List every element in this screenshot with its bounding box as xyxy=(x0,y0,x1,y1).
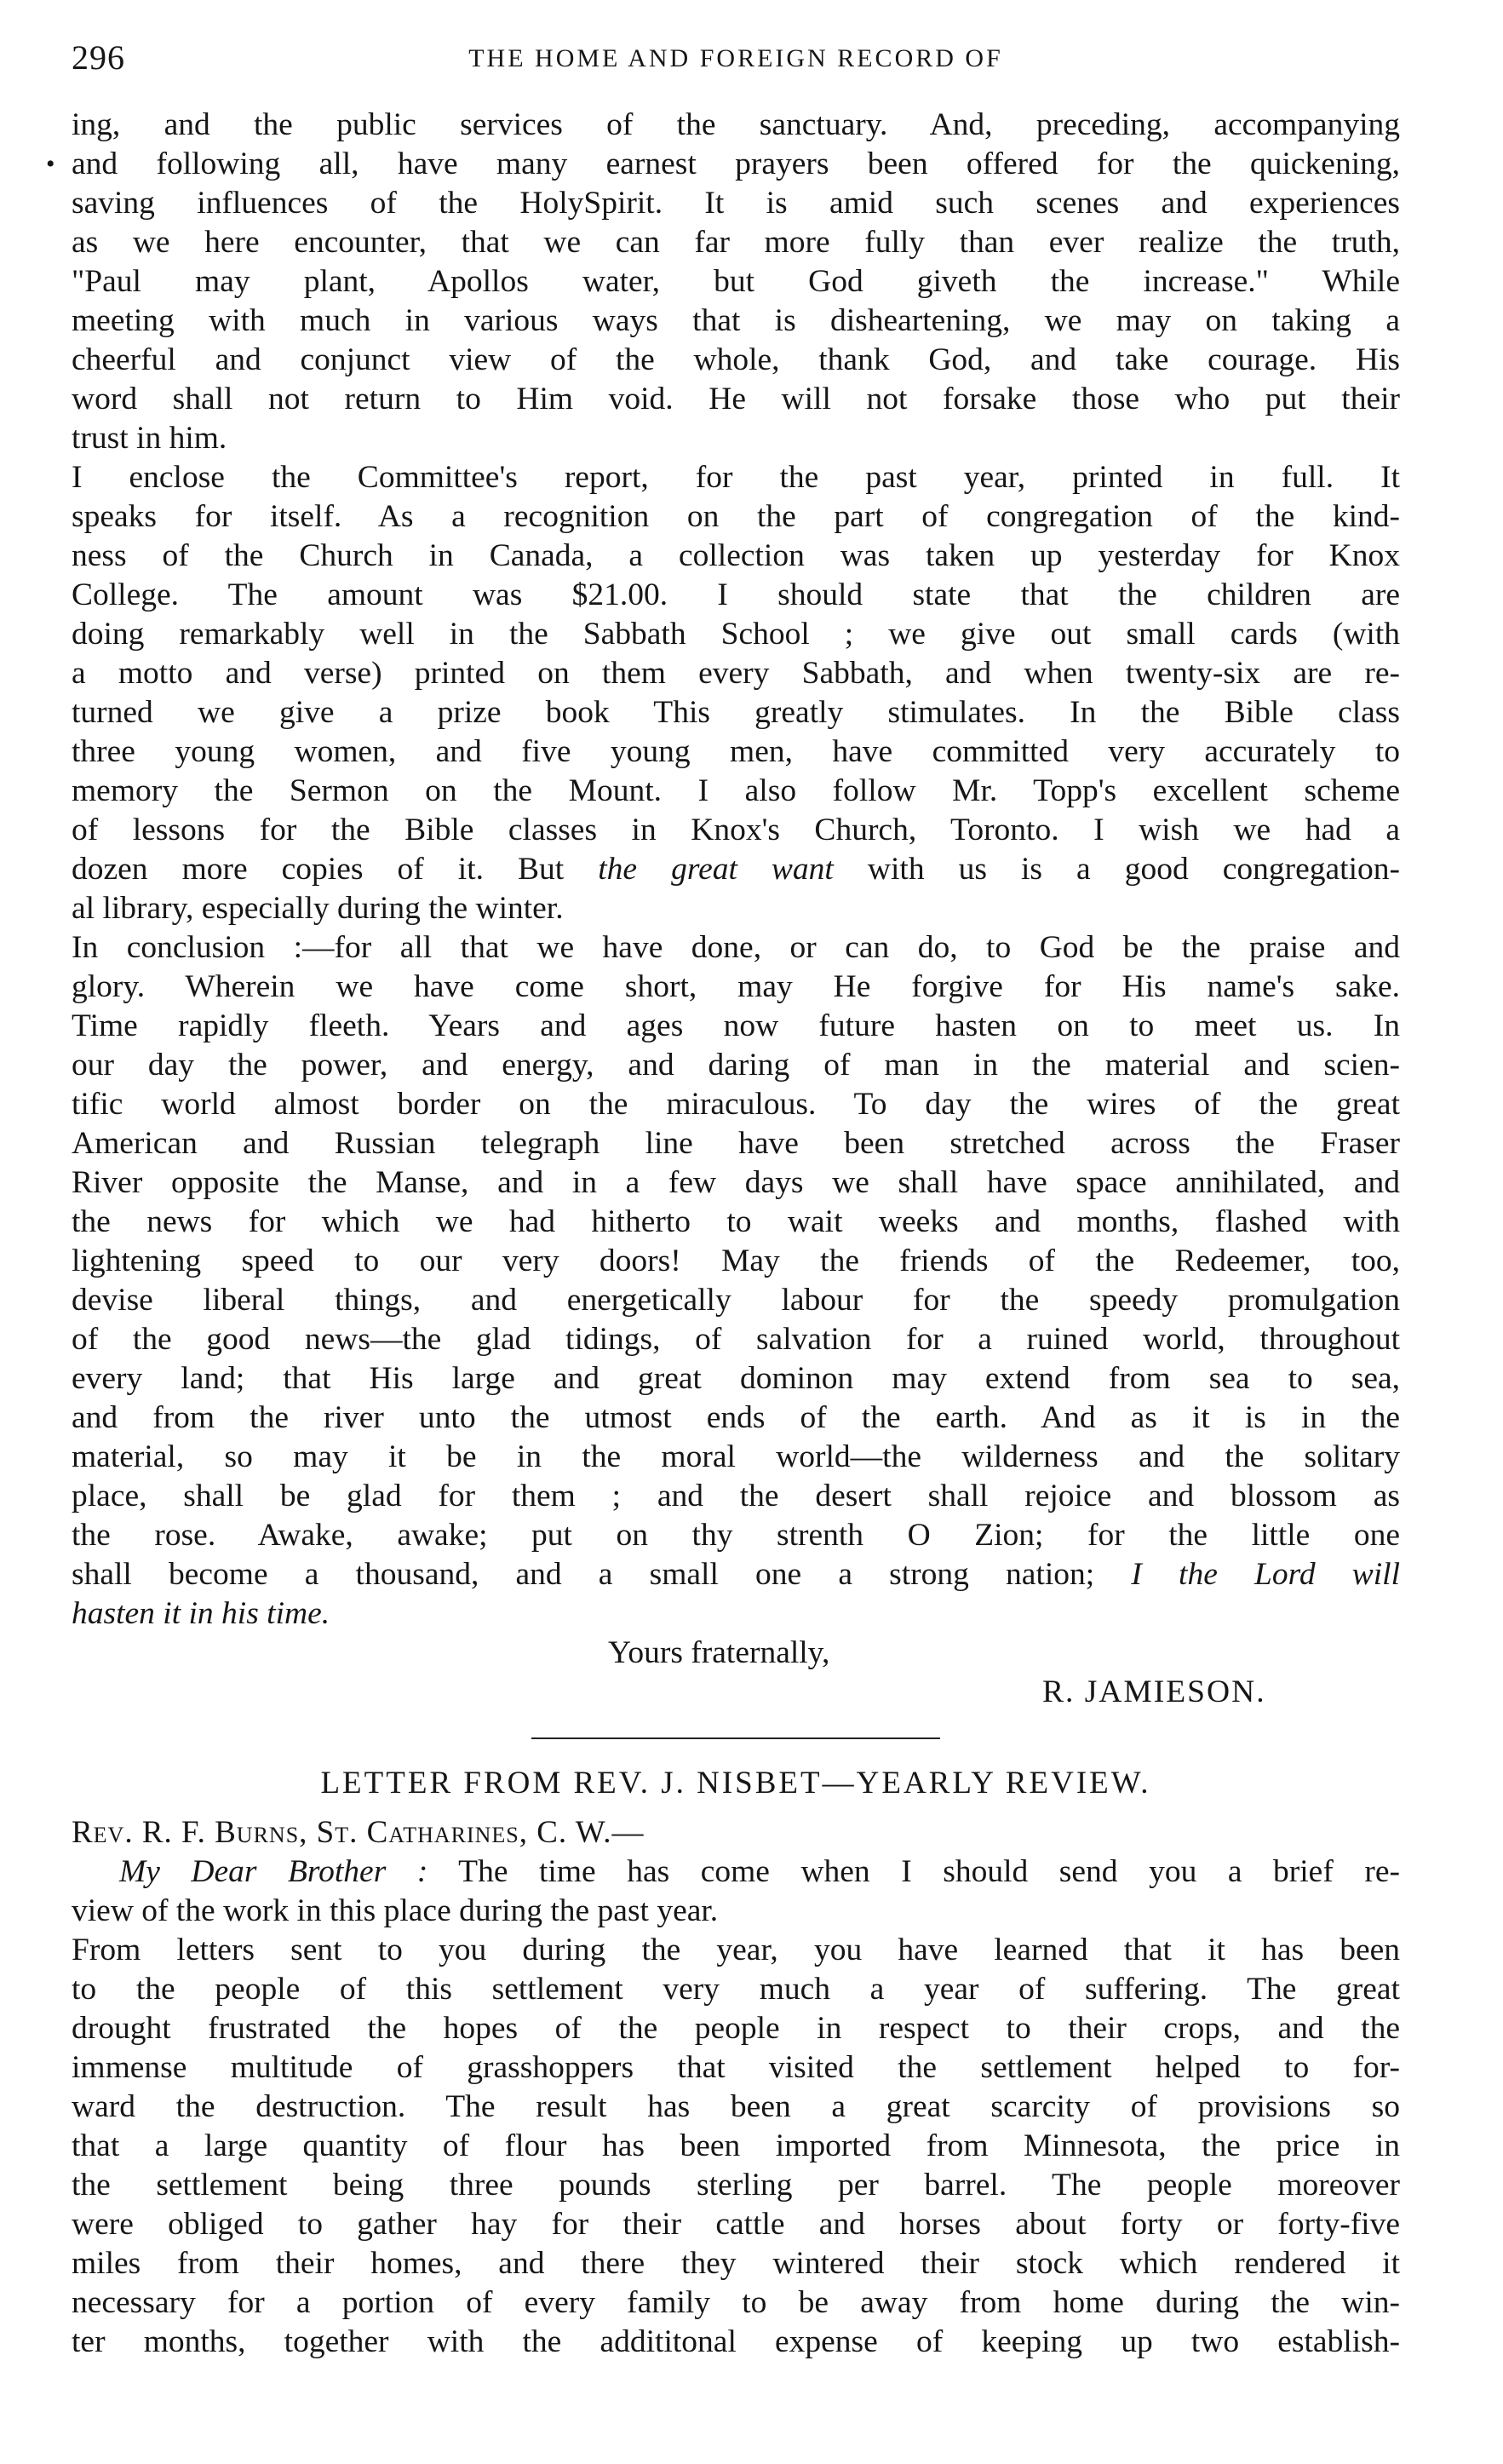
text-line: doing remarkably well in the Sabbath School ; we give out small cards (with xyxy=(72,617,1400,652)
text-line: Time rapidly fleeth. Years and ages now future hasten on to meet us. In xyxy=(72,1008,1400,1043)
text-line: meeting with much in various ways that is disheartening, we may on taking a xyxy=(72,303,1400,338)
text-line: and from the river unto the utmost ends of the earth. And as it is in the xyxy=(72,1400,1400,1435)
text-line: al library, especially during the winter. xyxy=(72,891,564,926)
running-head xyxy=(72,37,1400,94)
text-line: a motto and verse) printed on them every Sabbath, and when twenty-six are re- xyxy=(72,656,1400,691)
page-number: 296 xyxy=(72,38,125,77)
text-line: ter months, together with the addititonal expense of keeping up two establish- xyxy=(72,2324,1400,2359)
text-line xyxy=(72,1594,1400,1634)
text-line: cheerful and conjunct view of the whole, thank God, and take courage. His xyxy=(72,342,1400,377)
text-line: word shall not return to Him void. He will not forsake those who put their xyxy=(72,382,1400,416)
text-line: our day the power, and energy, and daring of man in the material and scien- xyxy=(72,1048,1400,1083)
letter2-paragraph-2 xyxy=(72,1931,1400,2362)
text-run: dozen more copies of it. But xyxy=(72,852,565,887)
text-line: From letters sent to you during the year, you have learned that it has been xyxy=(72,1933,1400,1967)
text-line: drought frustrated the hopes of the people in respect to their crops, and the xyxy=(72,2011,1400,2046)
text-line: lightening speed to our very doors! May the friends of the Redeemer, too, xyxy=(72,1243,1400,1278)
text-line: I enclose the Committee's report, for the past year, printed in full. It xyxy=(72,460,1400,495)
text-line: that a large quantity of flour has been imported from Minnesota, the price in xyxy=(72,2128,1400,2163)
text-line: view of the work in this place during the past year. xyxy=(72,1893,719,1928)
italic-emphasis: the great want xyxy=(598,852,834,887)
text-line: River opposite the Manse, and in a few days we shall have space annihilated, and xyxy=(72,1165,1400,1200)
text-line: the rose. Awake, awake; put on thy strenth O Zion; for the little one xyxy=(72,1518,1400,1553)
text-run: with us is a good congregation- xyxy=(867,852,1401,887)
text-line: necessary for a portion of every family to be away from home during the win- xyxy=(72,2285,1400,2320)
letter2-paragraph-1 xyxy=(72,1852,1400,1931)
section-heading: LETTER FROM REV. J. NISBET—YEARLY REVIEW. xyxy=(320,1766,1151,1801)
text-line: saving influences of the HolySpirit. It is amid such scenes and experiences xyxy=(72,186,1400,221)
text-line: material, so may it be in the moral world—the wilderness and the solitary xyxy=(72,1439,1400,1474)
text-line: ing, and the public services of the sanctuary. And, preceding, accompanying xyxy=(72,107,1400,142)
text-line-mixed xyxy=(72,850,1400,889)
text-line: trust in him. xyxy=(72,421,227,456)
text-line: the news for which we had hitherto to wait weeks and months, flashed with xyxy=(72,1204,1400,1239)
paragraph-3 xyxy=(72,928,1400,1634)
text-line: College. The amount was $21.00. I should state that the children are xyxy=(72,577,1400,612)
text-line: as we here encounter, that we can far more fully than ever realize the truth, xyxy=(72,225,1400,260)
text-line: devise liberal things, and energetically labour for the speedy promulgation xyxy=(72,1283,1400,1318)
text-line-mixed xyxy=(72,1852,1400,1892)
text-line: American and Russian telegraph line have been stretched across the Fraser xyxy=(72,1126,1400,1161)
signature: R. JAMIESON. xyxy=(1042,1674,1266,1709)
greeting: My Dear Brother : xyxy=(119,1854,428,1889)
text-line: ward the destruction. The result has been a great scarcity of provisions so xyxy=(72,2089,1400,2124)
document-page xyxy=(46,37,1401,2362)
text-line: miles from their homes, and there they wintered their stock which rendered it xyxy=(72,2246,1400,2281)
italic-emphasis: I the Lord will xyxy=(1131,1557,1401,1592)
margin-mark: • xyxy=(46,150,55,178)
paragraph-2 xyxy=(72,458,1400,928)
italic-emphasis: hasten it in his time. xyxy=(72,1596,330,1631)
letter-address: Rev. R. F. Burns, St. Catharines, C. W.— xyxy=(72,1815,645,1850)
salutation: Yours fraternally, xyxy=(608,1635,830,1670)
text-line: ness of the Church in Canada, a collection was taken up yesterday for Knox xyxy=(72,538,1400,573)
text-line: tific world almost border on the miraculous. To day the wires of the great xyxy=(72,1087,1400,1122)
text-line: of the good news—the glad tidings, of salvation for a ruined world, throughout xyxy=(72,1322,1400,1357)
text-line-mixed xyxy=(72,1555,1400,1594)
text-line: In conclusion :—for all that we have done, or can do, to God be the praise and xyxy=(72,930,1400,965)
text-run: The time has come when I should send you a brief re- xyxy=(458,1854,1400,1889)
text-line: to the people of this settlement very much a year of suffering. The great xyxy=(72,1972,1400,2007)
text-line: turned we give a prize book This greatly stimulates. In the Bible class xyxy=(72,695,1400,730)
text-line: three young women, and five young men, have committed very accurately to xyxy=(72,734,1400,769)
text-line: the settlement being three pounds sterling per barrel. The people moreover xyxy=(72,2168,1400,2203)
text-line: speaks for itself. As a recognition on the part of congregation of the kind- xyxy=(72,499,1400,534)
text-line: memory the Sermon on the Mount. I also follow Mr. Topp's excellent scheme xyxy=(72,773,1400,808)
text-line: immense multitude of grasshoppers that visited the settlement helped to for- xyxy=(72,2050,1400,2085)
text-line: were obliged to gather hay for their cattle and horses about forty or forty-five xyxy=(72,2207,1400,2242)
text-line: place, shall be glad for them ; and the desert shall rejoice and blossom as xyxy=(72,1479,1400,1513)
text-line: and following all, have many earnest prayers been offered for the quickening, xyxy=(72,146,1400,181)
text-line: glory. Wherein we have come short, may He forgive for His name's sake. xyxy=(72,969,1400,1004)
text-line: every land; that His large and great dominon may extend from sea to sea, xyxy=(72,1361,1400,1396)
text-line: "Paul may plant, Apollos water, but God giveth the increase." While xyxy=(72,264,1400,299)
section-divider xyxy=(531,1737,940,1739)
running-title: THE HOME AND FOREIGN RECORD OF xyxy=(468,44,1003,72)
letter-closing xyxy=(72,1634,1400,1712)
paragraph-1 xyxy=(46,106,1400,458)
text-line: of lessons for the Bible classes in Knox's Church, Toronto. I wish we had a xyxy=(72,813,1400,847)
text-run: shall become a thousand, and a small one a strong nation; xyxy=(72,1557,1095,1592)
